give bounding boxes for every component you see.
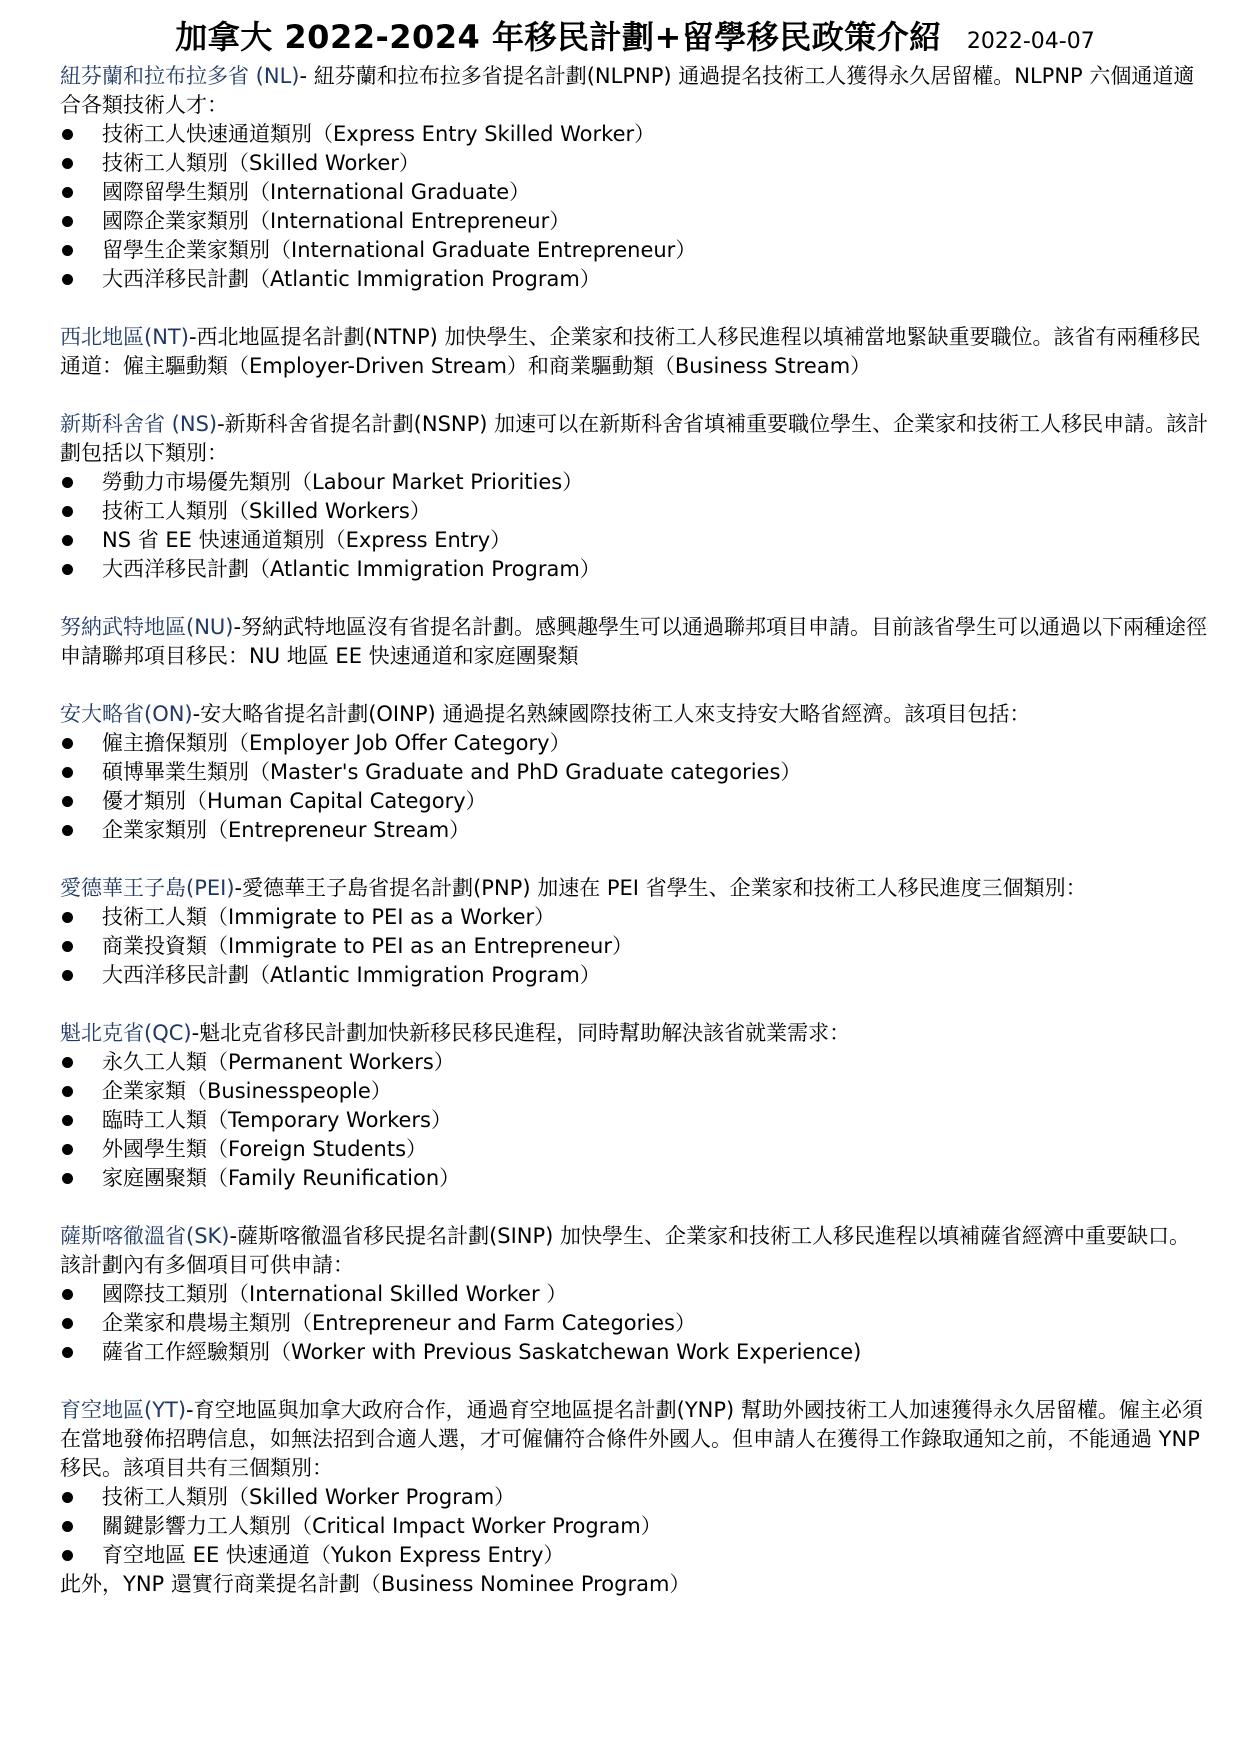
bullet-icon: [62, 1521, 73, 1532]
province-section: [60, 1396, 1210, 1599]
bullet-icon: [62, 245, 73, 256]
list-item-text: 技術工人類別（Skilled Worker）: [102, 151, 420, 175]
category-list: [60, 903, 1210, 990]
list-item: [60, 120, 1210, 149]
list-item-text: 育空地區 EE 快速通道（Yukon Express Entry）: [102, 1543, 565, 1567]
bullet-icon: [62, 1492, 73, 1503]
bullet-icon: [62, 477, 73, 488]
list-item: [60, 468, 1210, 497]
section-paragraph: [60, 613, 1210, 671]
list-item: [60, 497, 1210, 526]
list-item-text: NS 省 EE 快速通道類別（Express Entry）: [102, 528, 512, 552]
list-item-text: 僱主擔保類別（Employer Job Offer Category）: [102, 731, 571, 755]
list-item: [60, 265, 1210, 294]
region-name: 愛德華王子島(PEI): [60, 876, 235, 900]
province-section: [60, 1019, 1210, 1193]
list-item-text: 企業家類（Businesspeople）: [102, 1079, 392, 1103]
list-item: [60, 149, 1210, 178]
list-item-text: 國際技工類別（International Skilled Worker ）: [102, 1282, 568, 1306]
list-item-text: 企業家和農場主類別（Entrepreneur and Farm Categories）: [102, 1311, 696, 1335]
list-item: [60, 1135, 1210, 1164]
list-item-text: 外國學生類（Foreign Students）: [102, 1137, 428, 1161]
bullet-icon: [62, 506, 73, 517]
section-note: 此外，YNP 還實行商業提名計劃（Business Nominee Program）: [60, 1572, 691, 1596]
region-name: 魁北克省(QC): [60, 1021, 192, 1045]
list-item: [60, 758, 1210, 787]
list-item-text: 商業投資類（Immigrate to PEI as an Entrepreneur）: [102, 934, 633, 958]
bullet-icon: [62, 767, 73, 778]
region-name: 紐芬蘭和拉布拉多省 (NL): [60, 64, 300, 88]
province-section: [60, 410, 1210, 584]
list-item-text: 勞動力市場優先類別（Labour Market Priorities）: [102, 470, 584, 494]
region-name: 安大略省(ON): [60, 702, 193, 726]
bullet-icon: [62, 1318, 73, 1329]
list-item-text: 國際留學生類別（International Graduate）: [102, 180, 531, 204]
bullet-icon: [62, 129, 73, 140]
document-date: 2022-04-07: [966, 29, 1095, 54]
document-page: [60, 12, 1210, 1628]
list-item-text: 關鍵影響力工人類別（Critical Impact Worker Program）: [102, 1514, 662, 1538]
list-item: [60, 1483, 1210, 1512]
bullet-icon: [62, 796, 73, 807]
region-name: 努納武特地區(NU): [60, 615, 234, 639]
bullet-icon: [62, 1550, 73, 1561]
category-list: [60, 1280, 1210, 1367]
category-list: [60, 729, 1210, 845]
category-list: [60, 120, 1210, 294]
title-row: [60, 12, 1210, 58]
bullet-icon: [62, 970, 73, 981]
section-description: -努納武特地區沒有省提名計劃。感興趣學生可以通過聯邦項目申請。目前該省學生可以通過以下兩種途徑申請聯邦項目移民：NU 地區 EE 快速通道和家庭團聚類: [60, 615, 1208, 668]
list-item: [60, 1106, 1210, 1135]
bullet-icon: [62, 535, 73, 546]
list-item-text: 家庭團聚類（Family Reunification）: [102, 1166, 461, 1190]
list-item: [60, 526, 1210, 555]
section-description: -魁北克省移民計劃加快新移民移民進程，同時幫助解決該省就業需求：: [191, 1021, 851, 1045]
list-item: [60, 1164, 1210, 1193]
list-item-text: 大西洋移民計劃（Atlantic Immigration Program）: [102, 963, 601, 987]
bullet-icon: [62, 1086, 73, 1097]
section-paragraph: [60, 874, 1210, 903]
bullet-icon: [62, 274, 73, 285]
category-list: [60, 1483, 1210, 1570]
list-item-text: 大西洋移民計劃（Atlantic Immigration Program）: [102, 267, 601, 291]
list-item-text: 技術工人類（Immigrate to PEI as a Worker）: [102, 905, 556, 929]
list-item: [60, 1280, 1210, 1309]
category-list: [60, 1048, 1210, 1193]
list-item: [60, 1512, 1210, 1541]
province-section: [60, 1222, 1210, 1367]
region-name: 育空地區(YT): [60, 1398, 187, 1422]
section-description: -薩斯喀徹溫省移民提名計劃(SINP) 加快學生、企業家和技術工人移民進程以填補薩省經濟中重要缺口。該計劃內有多個項目可供申請：: [60, 1224, 1191, 1277]
section-paragraph: [60, 1019, 1210, 1048]
page-title: 加拿大 2022-2024 年移民計劃+留學移民政策介紹: [175, 18, 942, 56]
province-section: [60, 613, 1210, 671]
province-section: [60, 323, 1210, 381]
section-paragraph: [60, 323, 1210, 381]
list-item-text: 大西洋移民計劃（Atlantic Immigration Program）: [102, 557, 601, 581]
list-item-text: 技術工人類別（Skilled Worker Program）: [102, 1485, 516, 1509]
list-item-text: 留學生企業家類別（International Graduate Entrepreneur）: [102, 238, 697, 262]
bullet-icon: [62, 941, 73, 952]
list-item: [60, 903, 1210, 932]
list-item: [60, 787, 1210, 816]
list-item-text: 永久工人類（Permanent Workers）: [102, 1050, 455, 1074]
list-item: [60, 1309, 1210, 1338]
bullet-icon: [62, 1289, 73, 1300]
bullet-icon: [62, 1144, 73, 1155]
list-item: [60, 207, 1210, 236]
list-item: [60, 555, 1210, 584]
category-list: [60, 468, 1210, 584]
section-description: -愛德華王子島省提名計劃(PNP) 加速在 PEI 省學生、企業家和技術工人移民進度三個類別：: [234, 876, 1087, 900]
bullet-icon: [62, 187, 73, 198]
province-section: [60, 700, 1210, 845]
section-paragraph: [60, 1396, 1210, 1483]
list-item: [60, 1338, 1210, 1367]
section-description: - 紐芬蘭和拉布拉多省提名計劃(NLPNP) 通過提名技術工人獲得永久居留權。NLPNP 六個通道適合各類技術人才：: [60, 64, 1195, 117]
list-item: [60, 816, 1210, 845]
list-item: [60, 1077, 1210, 1106]
list-item-text: 碩博畢業生類別（Master's Graduate and PhD Graduate categories）: [102, 760, 802, 784]
bullet-icon: [62, 1347, 73, 1358]
list-item-text: 薩省工作經驗類別（Worker with Previous Saskatchewan Work Experience): [102, 1340, 862, 1364]
list-item-text: 臨時工人類（Temporary Workers）: [102, 1108, 452, 1132]
province-section: [60, 62, 1210, 294]
bullet-icon: [62, 216, 73, 227]
list-item-text: 企業家類別（Entrepreneur Stream）: [102, 818, 471, 842]
section-paragraph: [60, 700, 1210, 729]
list-item: [60, 178, 1210, 207]
region-name: 薩斯喀徹溫省(SK): [60, 1224, 230, 1248]
section-description: -新斯科舍省提名計劃(NSNP) 加速可以在新斯科舍省填補重要職位學生、企業家和技術工人移民申請。該計劃包括以下類別：: [60, 412, 1209, 465]
bullet-icon: [62, 1173, 73, 1184]
sections-container: [60, 62, 1210, 1599]
bullet-icon: [62, 825, 73, 836]
section-description: -安大略省提名計劃(OINP) 通過提名熟練國際技術工人來支持安大略省經濟。該項目包括：: [192, 702, 1031, 726]
bullet-icon: [62, 564, 73, 575]
province-section: [60, 874, 1210, 990]
list-item: [60, 729, 1210, 758]
bullet-icon: [62, 158, 73, 169]
section-paragraph: [60, 1222, 1210, 1280]
bullet-icon: [62, 738, 73, 749]
list-item: [60, 1541, 1210, 1570]
list-item: [60, 961, 1210, 990]
list-item: [60, 1048, 1210, 1077]
region-name: 西北地區(NT): [60, 325, 189, 349]
list-item: [60, 236, 1210, 265]
list-item-text: 技術工人快速通道類別（Express Entry Skilled Worker）: [102, 122, 656, 146]
bullet-icon: [62, 912, 73, 923]
bullet-icon: [62, 1057, 73, 1068]
list-item-text: 優才類別（Human Capital Category）: [102, 789, 487, 813]
list-item-text: 技術工人類別（Skilled Workers）: [102, 499, 431, 523]
section-description: -育空地區與加拿大政府合作，通過育空地區提名計劃(YNP) 幫助外國技術工人加速獲得永久居留權。僱主必須在當地發佈招聘信息，如無法招到合適人選，才可僱傭符合條件外國人。但申請人在獲得工作錄取通知之前，不能通過 YNP 移民。該項目共有三個類別：: [60, 1398, 1203, 1480]
list-item: [60, 932, 1210, 961]
bullet-icon: [62, 1115, 73, 1126]
region-name: 新斯科舍省 (NS): [60, 412, 218, 436]
section-description: -西北地區提名計劃(NTNP) 加快學生、企業家和技術工人移民進程以填補當地緊缺重要職位。該省有兩種移民通道：僱主驅動類（Employer-Driven Stream）和商業驅動類（Business Stream）: [60, 325, 1201, 378]
section-paragraph: [60, 62, 1210, 120]
section-paragraph: [60, 410, 1210, 468]
list-item-text: 國際企業家類別（International Entrepreneur）: [102, 209, 571, 233]
